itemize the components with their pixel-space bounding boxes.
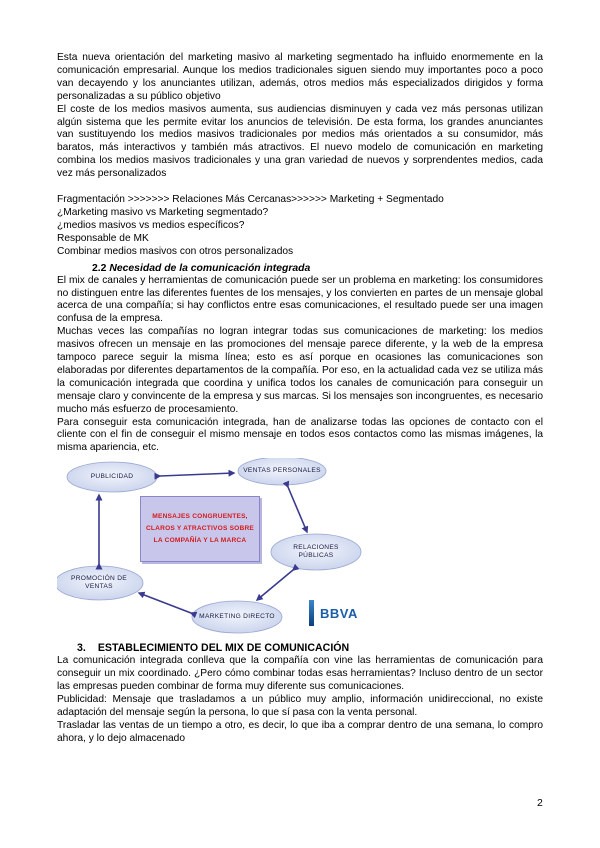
node-relaciones-publicas: RELACIONES PÚBLICAS xyxy=(293,543,339,560)
arrow-ventas-relaciones xyxy=(288,487,307,532)
bbva-logo-text: BBVA xyxy=(320,605,358,621)
node-ventas-personales: VENTAS PERSONALES xyxy=(243,467,321,475)
document-page xyxy=(57,52,543,746)
arrow-relaciones-marketing xyxy=(257,570,293,600)
paragraph-contact-options: Para conseguir esta comunicación integrada, han de analizarse todas las opciones de contacto con el cliente con el fin de conseguir el mismo mensaje en todos esos contactos como las mismas imágenes, la misma apariencia, etc. xyxy=(57,416,543,454)
paragraph-sales-shift: Trasladar las ventas de un tiempo a otro, es decir, lo que iba a comprar dentro de una semana, lo compro ahora, y lo dejo almacenado xyxy=(57,719,543,744)
paragraph-mix-problem: El mix de canales y herramientas de comunicación puede ser un problema en marketing: los consumidores no distinguen entre las diferentes fuentes de los mensajes, y los convierten en partes de un mensaje global acerca de una compañía; si hay conflictos entre esas comunicaciones, el resultado puede ser una imagen confusa de la empresa. xyxy=(57,274,543,325)
bbva-logo xyxy=(309,600,358,626)
note-line: ¿Marketing masivo vs Marketing segmentado? xyxy=(57,206,269,218)
section-title: Necesidad de la comunicación integrada xyxy=(109,262,311,274)
page-number: 2 xyxy=(537,797,543,809)
section-number: 2.2 xyxy=(92,262,107,274)
note-line: ¿medios masivos vs medios específicos? xyxy=(57,219,245,231)
central-message-box xyxy=(140,496,260,562)
bbva-logo-mark xyxy=(309,600,314,626)
note-line: Combinar medios masivos con otros personalizados xyxy=(57,245,294,257)
section-number: 3. xyxy=(77,642,86,655)
arrow-publicidad-ventas xyxy=(160,473,234,476)
central-message-text: MENSAJES CONGRUENTES, CLAROS Y ATRACTIVOS SOBRE LA COMPAÑÍA Y LA MARCA xyxy=(145,513,255,545)
section-heading-2-2 xyxy=(92,262,543,275)
section-heading-3 xyxy=(77,642,543,655)
paragraph-mix-intro: La comunicación integrada conlleva que la compañía con vine las herramientas de comunicación para conseguir un mix coordinado. ¿Pero cómo combinar todas esas herramientas? Incluso dentro de un sector las empresas pueden combinar de forma muy diferente sus comunicaciones. xyxy=(57,655,543,693)
node-publicidad: PUBLICIDAD xyxy=(90,473,134,481)
paragraph-mass-media-cost: El coste de los medios masivos aumenta, sus audiencias disminuyen y cada vez más personas utilizan algún sistema que les permite evitar los anuncios de televisión. De esta forma, los grandes anunciantes van sustituyendo los medios masivos tradicionales por medios más orientados a su consumidor, más baratos, más interactivos y también más atractivos. El nuevo modelo de comunicación en marketing combina los medios masivos tradicionales y una gran variedad de nuevos y sorprendentes medios, cada vez más personalizados xyxy=(57,103,543,180)
paragraph-intro: Esta nueva orientación del marketing masivo al marketing segmentado ha influido enormemente en la comunicación empresarial. Aunque los medios tradicionales siguen siendo muy importantes poco a poco van decayendo y los anunciantes utilizan, además, otros medios más especializados dirigidos y forma personalizadas a su público objetivo xyxy=(57,52,543,102)
note-line: Responsable de MK xyxy=(57,232,149,244)
section-title: ESTABLECIMIENTO DEL MIX DE COMUNICACIÓN xyxy=(97,642,350,655)
arrow-marketing-promocion xyxy=(139,593,191,613)
spacer xyxy=(57,181,543,194)
integrated-communication-diagram xyxy=(57,458,543,636)
paragraph-publicidad: Publicidad: Mensaje que trasladamos a un público muy amplio, información unidireccional, no existe adaptación del mensaje según la persona, lo que sí pasa con la venta personal. xyxy=(57,694,543,718)
paragraph-integration: Muchas veces las compañías no logran integrar todas sus comunicaciones de marketing: los medios masivos ofrecen un mensaje en las promociones del mensaje parece diferente, y la web de la empresa tampoco parece seguir la misma línea; esto es así porque en ocasiones las comunicaciones son elaboradas por diferentes departamentos de la compañía. Por eso, en la actualidad cada vez se utiliza más la comunicación integrada que coordina y unifica todos los canales de comunicación para conseguir un mensaje claro y convincente de la empresa y sus marcas. Si los mensajes son incongruentes, es necesario mucho más esfuerzo de procesamiento. xyxy=(57,326,543,415)
node-promocion-ventas: PROMOCIÓN DE VENTAS xyxy=(71,574,127,591)
note-line: Fragmentación >>>>>>> Relaciones Más Cercanas>>>>>> Marketing + Segmentado xyxy=(57,194,444,206)
node-marketing-directo: MARKETING DIRECTO xyxy=(199,613,275,621)
